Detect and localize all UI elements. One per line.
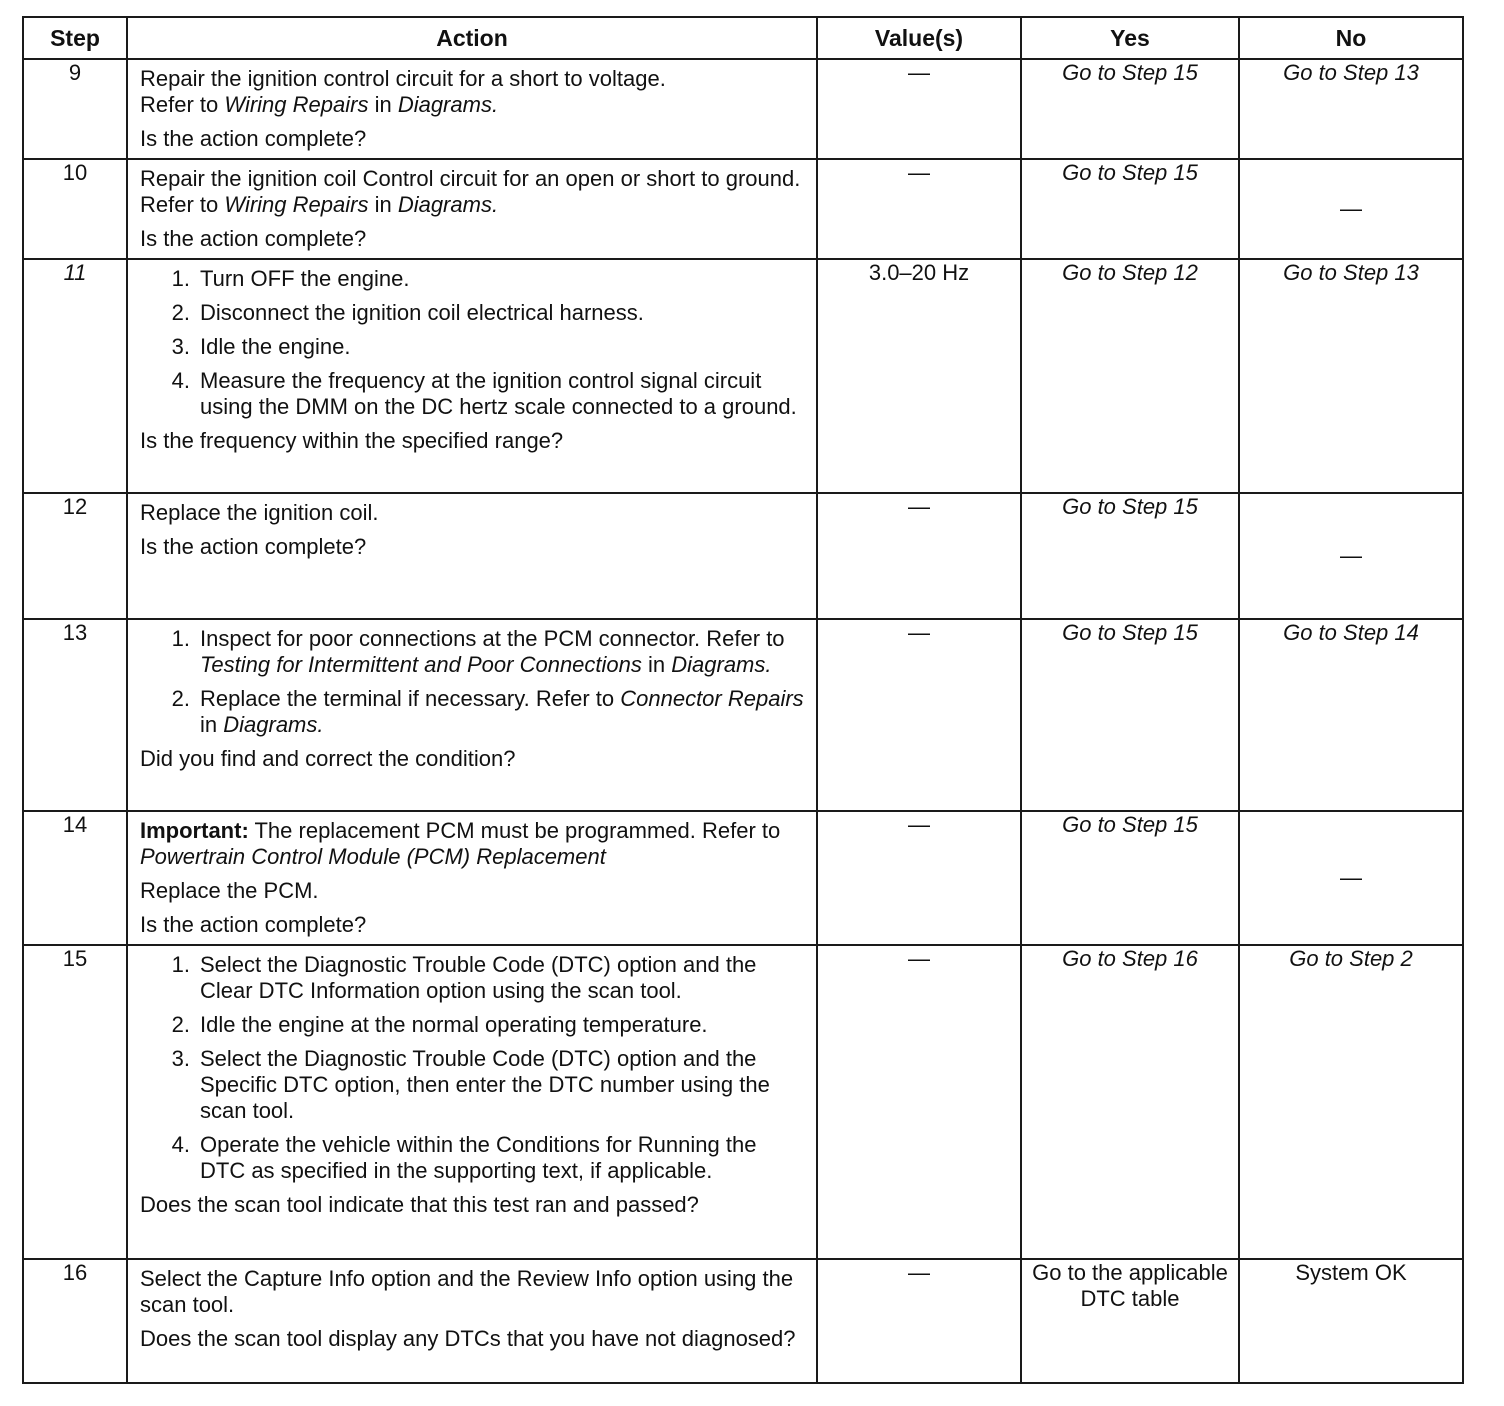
ref-mid: in [368, 192, 398, 217]
value-cell: — [817, 811, 1021, 945]
item-text: Idle the engine at the normal operating temperature. [200, 1012, 708, 1037]
value-cell: — [817, 159, 1021, 259]
header-step: Step [23, 17, 127, 59]
step-number: 14 [23, 811, 127, 945]
table-row [23, 59, 1463, 159]
action-cell [127, 945, 817, 1259]
action-text [140, 166, 806, 218]
item-text-body: Replace the terminal if necessary. Refer to [200, 686, 621, 711]
table-row [23, 493, 1463, 619]
item-number: 2. [171, 300, 190, 325]
no-cell: Go to Step 14 [1239, 619, 1463, 811]
step-number: 11 [23, 259, 127, 493]
ref-mid: in [200, 712, 224, 737]
doc-source: Diagrams. [223, 712, 324, 737]
list-item [140, 368, 806, 420]
table-row [23, 945, 1463, 1259]
value-cell: — [817, 945, 1021, 1259]
value-cell: — [817, 59, 1021, 159]
value-cell: 3.0–20 Hz [817, 259, 1021, 493]
action-cell [127, 1259, 817, 1383]
list-item [140, 300, 806, 326]
action-text [140, 66, 806, 118]
action-cell [127, 619, 817, 811]
step-number: 12 [23, 493, 127, 619]
action-cell [127, 811, 817, 945]
action-question: Is the action complete? [140, 226, 367, 251]
yes-cell: Go to Step 15 [1021, 619, 1239, 811]
list-item [140, 1132, 806, 1184]
item-number: 1. [171, 626, 190, 651]
header-row [23, 17, 1463, 59]
yes-cell: Go to Step 15 [1021, 159, 1239, 259]
item-text: Select the Diagnostic Trouble Code (DTC) option and the Clear DTC Information option using the scan tool. [200, 952, 757, 1003]
action-question: Is the action complete? [140, 534, 367, 559]
action-cell [127, 59, 817, 159]
no-cell: — [1239, 811, 1463, 945]
list-item [140, 686, 806, 738]
value-cell: — [817, 619, 1021, 811]
item-number: 2. [171, 1012, 190, 1037]
action-text: Replace the ignition coil. [140, 500, 379, 525]
no-cell: Go to Step 13 [1239, 259, 1463, 493]
list-item [140, 1046, 806, 1124]
list-item [140, 266, 806, 292]
item-text: Operate the vehicle within the Conditions for Running the DTC as specified in the supporting text, if applicable. [200, 1132, 757, 1183]
step-list [140, 266, 806, 420]
step-list [140, 626, 806, 738]
step-number: 10 [23, 159, 127, 259]
item-number: 1. [171, 266, 190, 291]
doc-reference: Wiring Repairs [224, 92, 369, 117]
diagnostic-table [22, 16, 1464, 1384]
item-text: Select the Diagnostic Trouble Code (DTC) option and the Specific DTC option, then enter the DTC number using the scan tool. [200, 1046, 770, 1123]
action-line: Repair the ignition control circuit for a short to voltage. [140, 66, 666, 91]
action-text: Replace the PCM. [140, 878, 319, 903]
doc-reference: Powertrain Control Module (PCM) Replacement [140, 844, 606, 869]
table-row [23, 159, 1463, 259]
action-cell [127, 493, 817, 619]
doc-source: Diagrams. [397, 92, 499, 117]
doc-source: Diagrams. [397, 192, 499, 217]
action-cell [127, 159, 817, 259]
action-question: Is the action complete? [140, 912, 367, 937]
doc-source: Diagrams. [671, 652, 772, 677]
item-number: 2. [171, 686, 190, 711]
value-cell: — [817, 1259, 1021, 1383]
list-item [140, 952, 806, 1004]
step-number: 9 [23, 59, 127, 159]
item-number: 3. [171, 1046, 190, 1071]
table-row [23, 811, 1463, 945]
action-text: Select the Capture Info option and the Review Info option using the scan tool. [140, 1266, 794, 1317]
list-item [140, 1012, 806, 1038]
item-text [200, 626, 806, 678]
doc-reference: Testing for Intermittent and Poor Connections [200, 652, 642, 677]
action-cell [127, 259, 817, 493]
item-number: 1. [171, 952, 190, 977]
action-line: Repair the ignition coil Control circuit for an open or short to ground. Refer to [140, 166, 801, 217]
item-text [200, 686, 806, 738]
item-text: Turn OFF the engine. [200, 266, 410, 291]
no-cell: — [1239, 159, 1463, 259]
list-item [140, 626, 806, 678]
action-question: Did you find and correct the condition? [140, 746, 516, 771]
yes-cell: Go to Step 15 [1021, 59, 1239, 159]
yes-cell: Go to Step 16 [1021, 945, 1239, 1259]
header-action: Action [127, 17, 817, 59]
item-number: 3. [171, 334, 190, 359]
step-list [140, 952, 806, 1184]
item-number: 4. [171, 1132, 190, 1157]
doc-reference: Wiring Repairs [224, 192, 369, 217]
step-number: 13 [23, 619, 127, 811]
yes-cell: Go to Step 12 [1021, 259, 1239, 493]
ref-prefix: Refer to [140, 92, 225, 117]
action-question: Is the action complete? [140, 126, 367, 151]
yes-cell: Go to Step 15 [1021, 493, 1239, 619]
important-label: Important: [140, 818, 249, 843]
header-values: Value(s) [817, 17, 1021, 59]
header-no: No [1239, 17, 1463, 59]
item-number: 4. [171, 368, 190, 393]
table-row [23, 1259, 1463, 1383]
no-cell: Go to Step 2 [1239, 945, 1463, 1259]
yes-cell: Go to the applicable DTC table [1021, 1259, 1239, 1383]
value-cell: — [817, 493, 1021, 619]
action-question: Does the scan tool indicate that this test ran and passed? [140, 1192, 699, 1217]
header-yes: Yes [1021, 17, 1239, 59]
action-question: Is the frequency within the specified range? [140, 428, 564, 453]
item-text-body: Inspect for poor connections at the PCM connector. Refer to [200, 626, 785, 651]
no-cell: Go to Step 13 [1239, 59, 1463, 159]
no-cell: — [1239, 493, 1463, 619]
table-row [23, 259, 1463, 493]
step-number: 16 [23, 1259, 127, 1383]
list-item [140, 334, 806, 360]
step-number: 15 [23, 945, 127, 1259]
important-note [140, 818, 806, 870]
action-question: Does the scan tool display any DTCs that you have not diagnosed? [140, 1326, 796, 1351]
ref-mid: in [641, 652, 672, 677]
yes-cell: Go to Step 15 [1021, 811, 1239, 945]
ref-mid: in [368, 92, 398, 117]
no-cell: System OK [1239, 1259, 1463, 1383]
important-text: The replacement PCM must be programmed. Refer to [248, 818, 781, 843]
item-text: Idle the engine. [200, 334, 351, 359]
table-row [23, 619, 1463, 811]
item-text: Disconnect the ignition coil electrical harness. [200, 300, 644, 325]
doc-reference: Connector Repairs [620, 686, 804, 711]
item-text: Measure the frequency at the ignition control signal circuit using the DMM on the DC hertz scale connected to a ground. [200, 368, 797, 419]
